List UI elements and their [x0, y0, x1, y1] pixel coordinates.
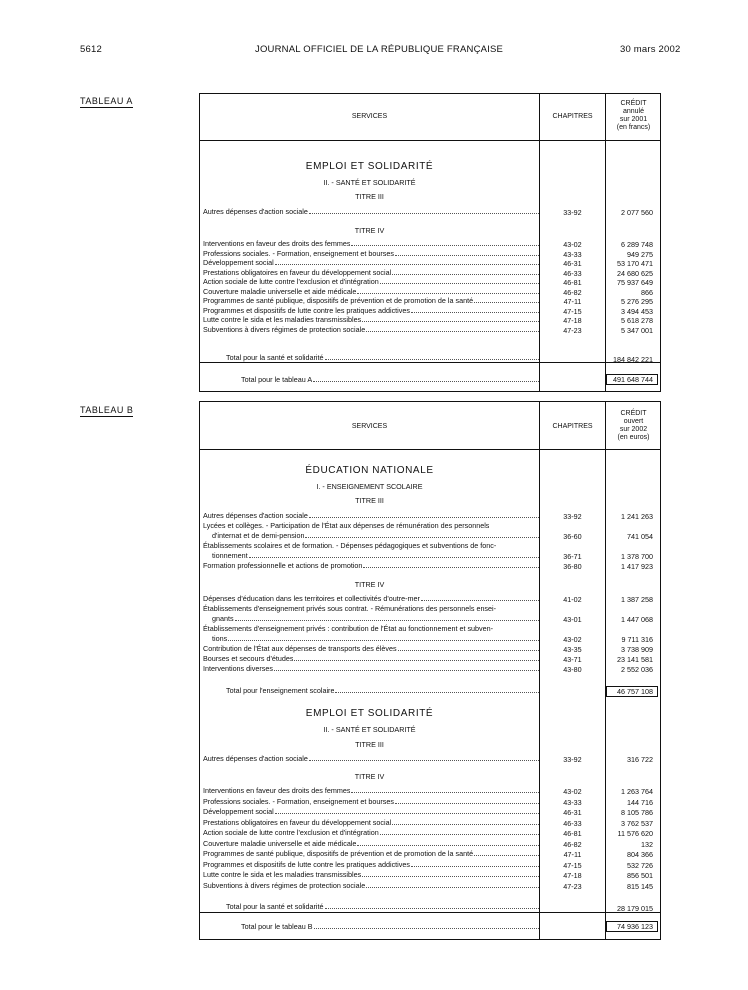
total-row: Total pour l'enseignement scolaire: [226, 686, 539, 695]
credit-amount: 1 387 258: [621, 595, 653, 604]
credit-amount: 3 738 909: [621, 645, 653, 654]
section-heading: II. - SANTÉ ET SOLIDARITÉ: [323, 178, 416, 187]
budget-row-label: Lutte contre le sida et les maladies transmissibles: [203, 315, 539, 324]
grand-total-row: Total pour le tableau B: [241, 922, 539, 931]
budget-row-label: Bourses et secours d'études: [203, 654, 539, 663]
credit-amount: 53 170 471: [617, 259, 653, 268]
chapitre-code: 46-33: [563, 268, 582, 278]
chapitre-code: 47-18: [563, 316, 582, 325]
credit-amount: 1 241 263: [621, 512, 653, 521]
chapitre-code: 47-15: [563, 860, 582, 870]
budget-row-label: Programmes de santé publique, dispositifs de prévention et de promotion de la santé: [203, 296, 539, 305]
grand-total-amount: 491 648 744: [613, 375, 653, 384]
chapitre-code: 43-02: [563, 240, 582, 249]
budget-row-label: Subventions à divers régimes de protection sociale: [203, 325, 539, 334]
credit-amount: 24 680 625: [617, 268, 653, 278]
credit-amount: 1 447 068: [621, 615, 653, 624]
credit-amount: 6 289 748: [621, 240, 653, 249]
chapitre-code: 47-11: [563, 850, 582, 859]
total-row: Total pour la santé et solidarité: [226, 353, 539, 362]
budget-row-label: Programmes et dispositifs de lutte contre les pratiques addictives: [203, 860, 539, 869]
credit-amount: 132: [641, 839, 653, 849]
budget-row-label: Interventions diverses: [203, 664, 539, 673]
chapitre-code: 43-71: [563, 655, 582, 664]
total-amount: 184 842 221: [613, 355, 653, 364]
ministry-heading: EMPLOI ET SOLIDARITÉ: [305, 708, 434, 719]
chapitre-code: 36-60: [563, 532, 582, 541]
total-row: Total pour la santé et solidarité: [226, 902, 539, 911]
chapitre-code: 36-80: [563, 562, 582, 571]
chapitre-code: 33-92: [563, 208, 582, 217]
credit-amount: 741 054: [627, 532, 653, 541]
chapitre-code: 47-18: [563, 871, 582, 880]
chapitre-code: 47-15: [563, 306, 582, 316]
titre-heading: TITRE III: [355, 192, 384, 201]
chapitre-code: 43-02: [563, 635, 582, 644]
budget-row-label: Couverture maladie universelle et aide médicale: [203, 287, 539, 296]
chapitre-code: 43-33: [563, 249, 582, 259]
col-chapitres-header: CHAPITRES: [552, 113, 593, 120]
budget-row-label: Couverture maladie universelle et aide médicale: [203, 839, 539, 848]
credit-amount: 532 726: [627, 860, 653, 870]
budget-row-label-continued: d'internat et de demi-pension: [212, 531, 539, 540]
titre-heading: TITRE IV: [354, 226, 385, 235]
chapitre-code: 41-02: [563, 595, 582, 604]
col-chapitres-header: CHAPITRES: [552, 423, 593, 430]
budget-row-label: Prestations obligatoires en faveur du développement social: [203, 268, 539, 277]
budget-row-label: Établissements scolaires et de formation. - Dépenses pédagogiques et subventions de fonc-: [203, 541, 497, 550]
chapitre-code: 43-80: [563, 665, 582, 674]
titre-heading: TITRE IV: [354, 772, 385, 781]
budget-row-label-continued: tionnement: [212, 551, 539, 560]
budget-row-label: Autres dépenses d'action sociale: [203, 207, 539, 216]
tableau-a-label: TABLEAU A: [80, 96, 133, 106]
chapitre-code: 46-82: [563, 287, 582, 297]
chapitre-code: 46-81: [563, 278, 582, 287]
credit-amount: 815 145: [627, 881, 653, 891]
budget-row-label: Dépenses d'éducation dans les territoires et collectivités d'outre-mer: [203, 594, 539, 603]
credit-amount: 3 762 537: [621, 818, 653, 828]
chapitre-code: 46-33: [563, 818, 582, 828]
col-services-header: SERVICES: [351, 423, 388, 430]
grand-total-row: Total pour le tableau A: [241, 375, 539, 384]
chapitre-code: 43-35: [563, 645, 582, 654]
chapitre-code: 47-23: [563, 881, 582, 891]
journal-title: JOURNAL OFFICIEL DE LA RÉPUBLIQUE FRANÇAISE: [255, 44, 504, 55]
budget-row-label: Autres dépenses d'action sociale: [203, 754, 539, 763]
budget-row-label: Contribution de l'État aux dépenses de transports des élèves: [203, 644, 539, 653]
budget-row-label: Action sociale de lutte contre l'exclusion et d'intégration: [203, 277, 539, 286]
budget-row-label: Action sociale de lutte contre l'exclusion et d'intégration: [203, 828, 539, 837]
budget-row-label: Programmes de santé publique, dispositifs de prévention et de promotion de la santé: [203, 849, 539, 858]
chapitre-code: 33-92: [563, 755, 582, 764]
grand-total-amount: 74 936 123: [617, 922, 653, 931]
ministry-heading: ÉDUCATION NATIONALE: [305, 465, 434, 476]
section-heading: I. - ENSEIGNEMENT SCOLAIRE: [316, 482, 423, 491]
budget-row-label: Interventions en faveur des droits des femmes: [203, 239, 539, 248]
budget-row-label: Professions sociales. - Formation, enseignement et bourses: [203, 249, 539, 258]
col-services-header: SERVICES: [351, 113, 388, 120]
issue-date: 30 mars 2002: [620, 44, 681, 55]
budget-row-label: Subventions à divers régimes de protection sociale: [203, 881, 539, 890]
credit-amount: 856 501: [627, 871, 653, 880]
budget-row-label: Formation professionnelle et actions de promotion: [203, 561, 539, 570]
tableau-b-label: TABLEAU B: [80, 405, 134, 415]
credit-amount: 5 618 278: [621, 316, 653, 325]
budget-row-label: Professions sociales. - Formation, enseignement et bourses: [203, 797, 539, 806]
chapitre-code: 36-71: [563, 552, 582, 561]
chapitre-code: 46-82: [563, 839, 582, 849]
credit-amount: 3 494 453: [621, 306, 653, 316]
page-number: 5612: [80, 44, 102, 55]
col-credit-header: CRÉDIT annulé sur 2001 (en francs): [616, 100, 651, 131]
budget-row-label: Lutte contre le sida et les maladies transmissibles: [203, 870, 539, 879]
chapitre-code: 47-23: [563, 325, 582, 335]
budget-row-label: Autres dépenses d'action sociale: [203, 511, 539, 520]
col-credit-header: CRÉDIT ouvert sur 2002 (en euros): [617, 410, 650, 441]
credit-amount: 75 937 649: [617, 278, 653, 287]
budget-row-label: Interventions en faveur des droits des femmes: [203, 786, 539, 795]
tableau-a: [199, 93, 661, 392]
budget-row-label: Établissements d'enseignement privés sous contrat. - Rémunérations des personnels ensei-: [203, 604, 497, 613]
tableau-b: [199, 401, 661, 940]
budget-row-label: Établissements d'enseignement privés : contribution de l'État au fonctionnement et subven-: [203, 624, 494, 633]
credit-amount: 1 263 764: [621, 787, 653, 796]
chapitre-code: 43-02: [563, 787, 582, 796]
budget-row-label: Prestations obligatoires en faveur du développement social: [203, 818, 539, 827]
credit-amount: 23 141 581: [617, 655, 653, 664]
credit-amount: 11 576 620: [617, 829, 653, 838]
credit-amount: 2 552 036: [621, 665, 653, 674]
total-amount: 28 179 015: [617, 904, 653, 913]
budget-row-label: Programmes et dispositifs de lutte contre les pratiques addictives: [203, 306, 539, 315]
budget-row-label-continued: tions: [212, 634, 539, 643]
chapitre-code: 47-11: [563, 297, 582, 306]
credit-amount: 144 716: [627, 797, 653, 807]
titre-heading: TITRE III: [355, 496, 384, 505]
credit-amount: 316 722: [627, 755, 653, 764]
chapitre-code: 46-31: [563, 259, 582, 268]
section-heading: II. - SANTÉ ET SOLIDARITÉ: [323, 725, 416, 734]
credit-amount: 5 347 001: [621, 325, 653, 335]
credit-amount: 1 417 923: [621, 562, 653, 571]
budget-row-label: Développement social: [203, 807, 539, 816]
titre-heading: TITRE IV: [354, 580, 385, 589]
credit-amount: 8 105 786: [621, 808, 653, 817]
total-amount: 46 757 108: [617, 687, 653, 696]
budget-row-label: Développement social: [203, 258, 539, 267]
chapitre-code: 43-33: [563, 797, 582, 807]
credit-amount: 804 366: [627, 850, 653, 859]
credit-amount: 5 276 295: [621, 297, 653, 306]
ministry-heading: EMPLOI ET SOLIDARITÉ: [305, 161, 434, 172]
chapitre-code: 46-81: [563, 829, 582, 838]
credit-amount: 866: [641, 287, 653, 297]
credit-amount: 949 275: [627, 249, 653, 259]
budget-row-label-continued: gnants: [212, 614, 539, 623]
chapitre-code: 43-01: [563, 615, 582, 624]
credit-amount: 2 077 560: [621, 208, 653, 217]
chapitre-code: 33-92: [563, 512, 582, 521]
credit-amount: 1 378 700: [621, 552, 653, 561]
titre-heading: TITRE III: [355, 740, 384, 749]
credit-amount: 9 711 316: [621, 635, 653, 644]
budget-row-label: Lycées et collèges. - Participation de l'État aux dépenses de rémunération des personnels: [203, 521, 490, 530]
chapitre-code: 46-31: [563, 808, 582, 817]
